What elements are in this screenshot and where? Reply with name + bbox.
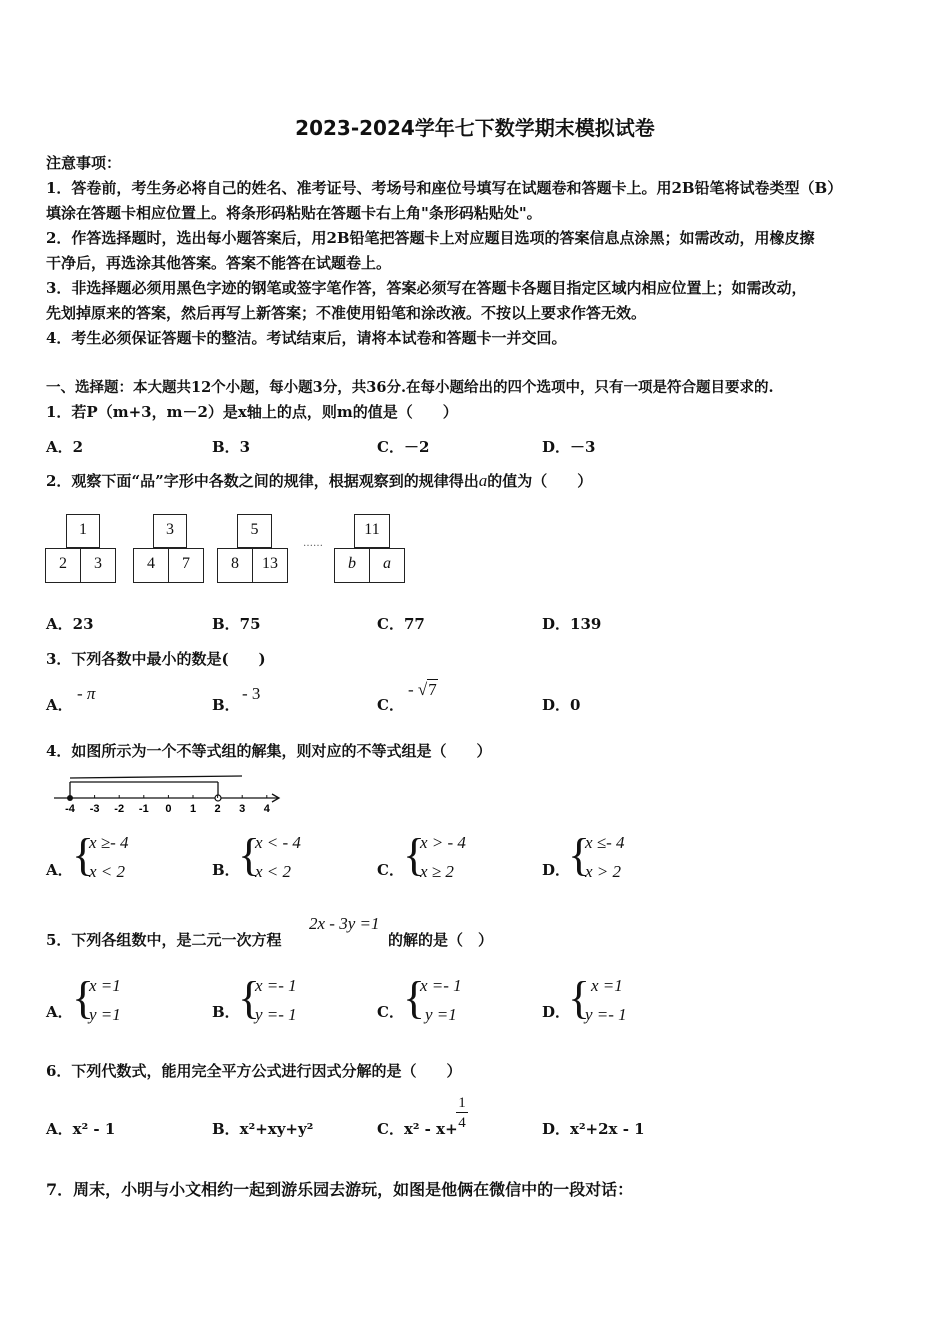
q3-option-a-value: - π xyxy=(77,684,96,703)
q2-option-a[interactable]: A．23 xyxy=(46,615,94,633)
q5-option-a-label[interactable]: A． xyxy=(46,1003,73,1021)
left-brace-icon: { xyxy=(403,829,426,880)
q5-a-line-2: y =1 xyxy=(89,1005,121,1024)
q4-option-b-label[interactable]: B． xyxy=(212,861,240,879)
tick-label: -2 xyxy=(114,803,125,815)
notes-heading: 注意事项： xyxy=(46,154,122,172)
pin-figure-top: 11 xyxy=(354,514,390,548)
note-line: 2．作答选择题时，选出每小题答案后，用2B铅笔把答题卡上对应题目选项的答案信息点涂黑；如需改动，用橡皮擦 xyxy=(46,229,815,247)
q4-option-a-label[interactable]: A． xyxy=(46,861,73,879)
left-brace-icon: { xyxy=(238,972,261,1023)
note-line: 干净后，再选涂其他答案。答案不能答在试题卷上。 xyxy=(46,254,392,272)
q2-stem-var: a xyxy=(478,471,488,490)
question-7-stem: 7．周末，小明与小文相约一起到游乐园去游玩，如图是他俩在微信中的一段对话： xyxy=(46,1180,634,1199)
q4-b-line-1: x < - 4 xyxy=(255,833,301,852)
q2-option-b[interactable]: B．75 xyxy=(212,615,261,633)
left-brace-icon: { xyxy=(568,829,591,880)
section-heading: 一、选择题：本大题共12个小题，每小题3分，共36分.在每小题给出的四个选项中，只有一项是符合题目要求的. xyxy=(46,379,774,396)
q6-option-c[interactable]: C．x² - x+ xyxy=(377,1120,458,1138)
tick-label: 3 xyxy=(239,803,246,815)
q1-option-b[interactable]: B．3 xyxy=(212,438,251,456)
q5-b-line-2: y =- 1 xyxy=(255,1005,297,1024)
pin-figure-left: 4 xyxy=(133,548,169,583)
pin-figure-right: 13 xyxy=(252,548,288,583)
note-line: 1．答卷前，考生务必将自己的姓名、准考证号、考场号和座位号填写在试题卷和答题卡上。用2B铅笔将试卷类型（B） xyxy=(46,179,843,197)
left-brace-icon: { xyxy=(403,972,426,1023)
q4-a-line-1: x ≥- 4 xyxy=(89,833,129,852)
tick-label: -1 xyxy=(138,803,149,815)
number-line-axis xyxy=(54,794,279,802)
pin-figure-left: 2 xyxy=(45,548,81,583)
solution-bracket xyxy=(70,776,242,798)
q1-option-a[interactable]: A．2 xyxy=(46,438,84,456)
q5-d-line-2: y =- 1 xyxy=(585,1005,627,1024)
tick-label: 4 xyxy=(263,803,270,815)
q5-stem-after: 的解的是（ ） xyxy=(388,931,494,949)
q3-option-c-radicand: 7 xyxy=(428,680,437,699)
q4-a-line-2: x < 2 xyxy=(89,862,126,881)
left-brace-icon: { xyxy=(72,972,95,1023)
q3-option-b-label[interactable]: B． xyxy=(212,696,240,714)
left-brace-icon: { xyxy=(238,829,261,880)
q5-option-c-label[interactable]: C． xyxy=(377,1003,404,1021)
number-line xyxy=(46,770,296,818)
note-line: 4．考生必须保证答题卡的整洁。考试结束后，请将本试卷和答题卡一并交回。 xyxy=(46,329,567,347)
q6-option-a[interactable]: A．x² - 1 xyxy=(46,1120,116,1138)
tick-label: 0 xyxy=(165,803,172,815)
q5-d-line-1: x =1 xyxy=(591,976,623,995)
note-line: 先划掉原来的答案，然后再写上新答案；不准使用铅笔和涂改液。不按以上要求作答无效。 xyxy=(46,304,647,322)
q3-option-b-value: - 3 xyxy=(242,684,261,703)
q2-option-c[interactable]: C．77 xyxy=(377,615,425,633)
question-6-stem: 6．下列代数式，能用完全平方公式进行因式分解的是（ ） xyxy=(46,1062,462,1080)
left-brace-icon: { xyxy=(568,972,591,1023)
q3-option-d[interactable]: D．0 xyxy=(542,696,581,714)
q4-d-line-2: x > 2 xyxy=(585,862,622,881)
pin-figure-top: 3 xyxy=(153,514,187,548)
q1-option-c[interactable]: C．－2 xyxy=(377,438,430,456)
pin-figure-left: 8 xyxy=(217,548,253,583)
q6-option-b[interactable]: B．x²+xy+y² xyxy=(212,1120,314,1138)
fraction-numerator: 1 xyxy=(456,1094,468,1113)
q6-fraction xyxy=(456,1094,468,1133)
tick-label: -3 xyxy=(89,803,100,815)
question-2-stem xyxy=(46,470,592,491)
pin-figure-right: 7 xyxy=(168,548,204,583)
q1-option-d[interactable]: D．－3 xyxy=(542,438,596,456)
q5-c-line-2: y =1 xyxy=(425,1005,457,1024)
tick-label: 2 xyxy=(214,803,221,815)
tick-label: 1 xyxy=(189,803,197,815)
q2-stem-before: 2．观察下面“品”字形中各数之间的规律，根据观察到的规律得出 xyxy=(46,472,479,490)
q3-option-c-label[interactable]: C． xyxy=(377,696,404,714)
ellipsis: …… xyxy=(303,538,323,549)
q5-a-line-1: x =1 xyxy=(89,976,121,995)
q4-option-c-label[interactable]: C． xyxy=(377,861,404,879)
pin-figure-top: 1 xyxy=(66,514,100,548)
question-1-stem: 1．若P（m+3，m－2）是x轴上的点，则m的值是（ ） xyxy=(46,403,458,421)
q4-b-line-2: x < 2 xyxy=(255,862,292,881)
q5-option-d-label[interactable]: D． xyxy=(542,1003,571,1021)
q4-c-line-2: x ≥ 2 xyxy=(420,862,454,881)
q4-c-line-1: x > - 4 xyxy=(420,833,466,852)
q3-option-a-label[interactable]: A． xyxy=(46,696,73,714)
q5-stem-before: 5．下列各组数中，是二元一次方程 xyxy=(46,931,282,949)
tick-label: -4 xyxy=(65,803,75,815)
q6-option-d[interactable]: D．x²+2x - 1 xyxy=(542,1120,645,1138)
page-title: 2023-2024学年七下数学期末模拟试卷 xyxy=(295,116,655,140)
note-line: 填涂在答题卡相应位置上。将条形码粘贴在答题卡右上角"条形码粘贴处"。 xyxy=(46,204,542,222)
q2-option-d[interactable]: D．139 xyxy=(542,615,602,633)
q2-stem-after: 的值为（ ） xyxy=(487,472,593,490)
q4-d-line-1: x ≤- 4 xyxy=(585,833,625,852)
q4-option-d-label[interactable]: D． xyxy=(542,861,571,879)
q5-c-line-1: x =- 1 xyxy=(420,976,462,995)
left-brace-icon: { xyxy=(72,829,95,880)
fraction-denominator: 4 xyxy=(458,1115,466,1131)
question-3-stem: 3．下列各数中最小的数是( ) xyxy=(46,650,266,668)
pin-figure-right: a xyxy=(369,548,405,583)
question-4-stem: 4．如图所示为一个不等式组的解集，则对应的不等式组是（ ） xyxy=(46,742,492,760)
pin-figure-left: b xyxy=(334,548,370,583)
q5-option-b-label[interactable]: B． xyxy=(212,1003,240,1021)
q3-option-c-value xyxy=(408,680,438,700)
note-line: 3．非选择题必须用黑色字迹的钢笔或签字笔作答，答案必须写在答题卡各题目指定区域内相应位置上；如需改动， xyxy=(46,279,807,297)
sqrt-icon: √ xyxy=(417,680,428,699)
q5-equation: 2x - 3y =1 xyxy=(309,914,380,933)
q5-b-line-1: x =- 1 xyxy=(255,976,297,995)
q3-option-c-sign: - xyxy=(408,680,414,699)
pin-figure-top: 5 xyxy=(237,514,272,548)
pin-figure-right: 3 xyxy=(80,548,116,583)
